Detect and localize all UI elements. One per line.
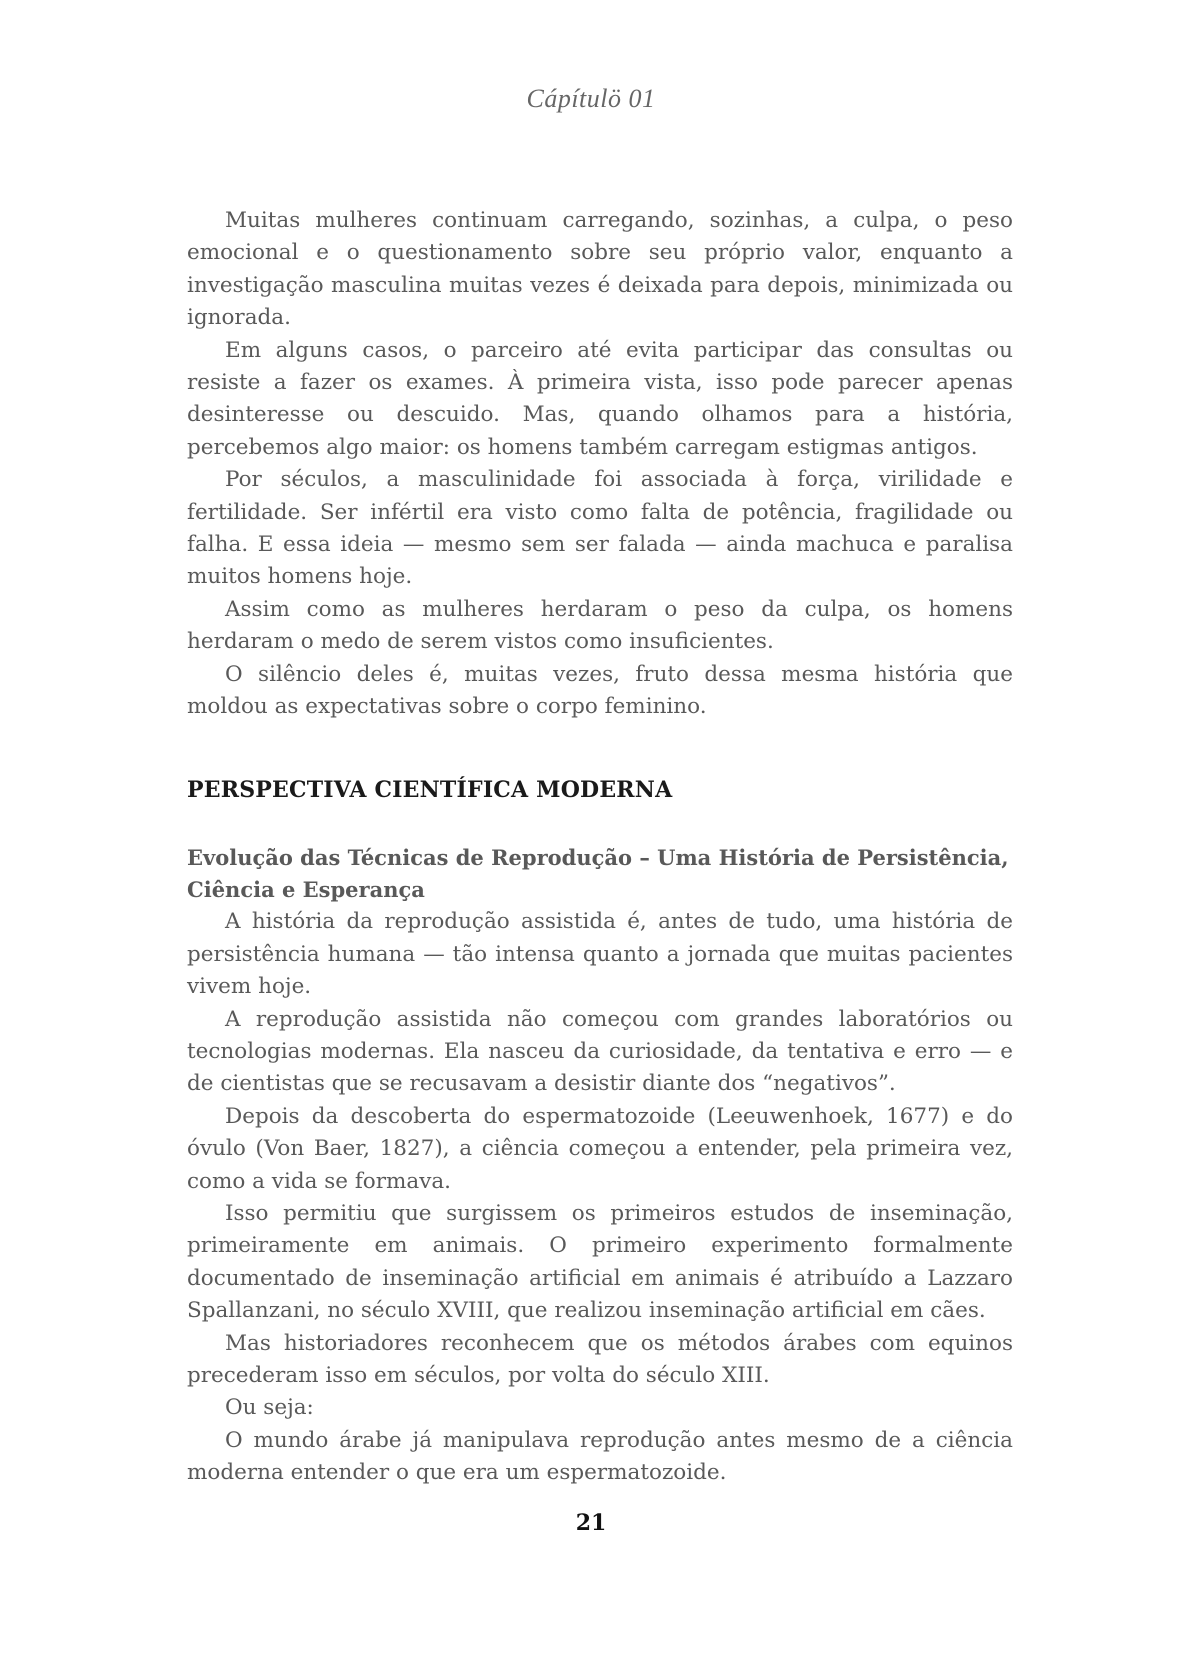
section-paragraph: Depois da descoberta do espermatozoide (Leeuwenhoek, 1677) e do óvulo (Von Baer, 1827), a ciência começou a entender, pela primeira vez, como a vida se formava. [187,1103,1013,1194]
section-paragraph: O mundo árabe já manipulava reprodução antes mesmo de a ciência moderna entender o que era um espermatozoide. [187,1427,1013,1486]
body-paragraph: O silêncio deles é, muitas vezes, fruto dessa mesma história que moldou as expectativas sobre o corpo feminino. [187,661,1013,720]
section-paragraph: A história da reprodução assistida é, antes de tudo, uma história de persistência humana — tão intensa quanto a jornada que muitas pacientes vivem hoje. [187,909,1013,1000]
body-paragraph: Por séculos, a masculinidade foi associada à força, virilidade e fertilidade. Ser infértil era visto como falta de potência, fragilidade ou falha. E essa ideia — mesmo sem ser falada — ainda machuca e paralisa muitos homens hoje. [187,467,1013,590]
page-number: 21 [575,1510,607,1536]
page-body [187,205,1013,1490]
section-heading: PERSPECTIVA CIENTÍFICA MODERNA [187,776,673,803]
section-paragraph: Isso permitiu que surgissem os primeiros estudos de inseminação, primeiramente em animais. O primeiro experimento formalmente documentado de inseminação artificial em animais é atribuído a Lazzaro Spallanzani, no século XVIII, que realizou inseminação artificial em cães. [187,1200,1013,1324]
body-paragraph: Muitas mulheres continuam carregando, sozinhas, a culpa, o peso emocional e o questionamento sobre seu próprio valor, enquanto a investigação masculina muitas vezes é deixada para depois, minimizada ou ignorada. [187,208,1013,331]
subsection-heading: Evolução das Técnicas de Reprodução – Uma História de Persistência, Ciência e Esperança [187,844,1009,902]
body-paragraph: Assim como as mulheres herdaram o peso da culpa, os homens herdaram o medo de serem vistos como insuficientes. [187,596,1013,655]
section-paragraph: Ou seja: [225,1395,314,1421]
body-paragraph: Em alguns casos, o parceiro até evita participar das consultas ou resiste a fazer os exames. À primeira vista, isso pode parecer apenas desinteresse ou descuido. Mas, quando olhamos para a história, percebemos algo maior: os homens também carregam estigmas antigos. [187,337,1013,460]
section-paragraph: A reprodução assistida não começou com grandes laboratórios ou tecnologias modernas. Ela nasceu da curiosidade, da tentativa e erro — e de cientistas que se recusavam a desistir diante dos “negativos”. [187,1006,1013,1097]
section-paragraph: Mas historiadores reconhecem que os métodos árabes com equinos precederam isso em séculos, por volta do século XIII. [187,1330,1013,1388]
running-header-chapter-title: Cápítulö 01 [526,84,656,113]
